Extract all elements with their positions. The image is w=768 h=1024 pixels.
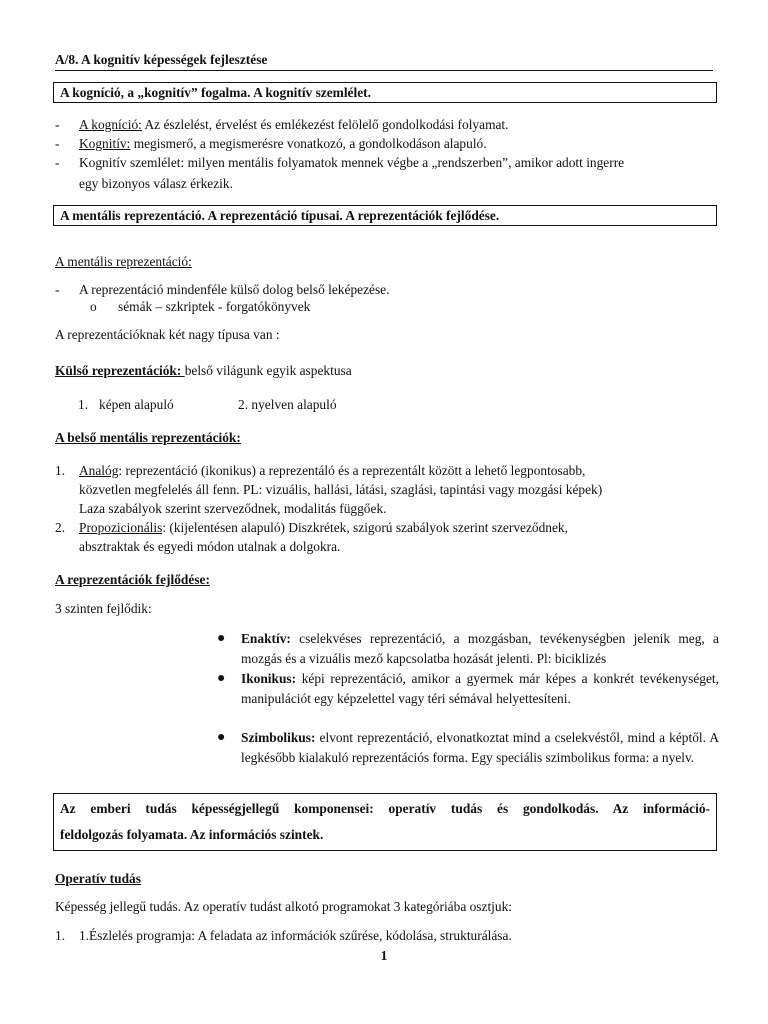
box-line: Az emberi tudás képességjellegű komponensei: operatív tudás és gondolkodás. Az információ-: [60, 801, 710, 816]
external-label: Külső reprezentációk:: [55, 363, 185, 378]
sub-list-marker: o: [90, 299, 97, 314]
list-item-text: közvetlen megfelelés áll fenn. PL: vizuális, hallási, látási, szaglási, tapintási vagy mozgási képek): [79, 482, 603, 497]
page-number: 1: [380, 948, 388, 963]
term-cognition: A kogníció:: [79, 117, 142, 132]
bullet-icon: ●: [217, 671, 226, 686]
term-cognitive: Kognitív:: [79, 136, 131, 151]
section-box-cognition: A kogníció, a „kognitív” fogalma. A kognitív szemlélet.: [53, 82, 717, 103]
types-intro: A reprezentációknak két nagy típusa van :: [55, 327, 280, 342]
bullet-icon: ●: [217, 730, 226, 745]
bullet-text: képi reprezentáció, amikor a gyermek már képes a konkrét tevékenységet, manipulációt egy képzelettel vagy téri sémával helyettesíteni.: [241, 671, 719, 706]
sub-list-text: sémák – szkriptek - forgatókönyvek: [118, 299, 311, 314]
term-enactive: Enaktív:: [241, 631, 291, 646]
operative-intro: Képesség jellegű tudás. Az operatív tudást alkotó programokat 3 kategóriába osztjuk:: [55, 899, 513, 914]
definition-text: megismerő, a megismerésre vonatkozó, a gondolkodáson alapuló.: [130, 136, 487, 151]
definition-text: Kognitív szemlélet: milyen mentális folyamatok mennek végbe a „rendszerben”, amikor adott ingerre: [79, 155, 625, 170]
box-line: feldolgozás folyamata. Az információs szintek.: [60, 827, 324, 842]
list-marker: -: [55, 282, 60, 297]
document-title: A/8. A kognitív képességek fejlesztése: [55, 50, 713, 71]
bullet-text: cselekvéses reprezentáció, a mozgásban, tevékenységben jelenik meg, a mozgás és a vizuális mező kapcsolatba hozását jelenti. Pl: biciklizés: [241, 631, 719, 666]
definition-text: Az észlelést, érvelést és emlékezést felölelő gondolkodási folyamat.: [141, 117, 509, 132]
term-symbolic: Szimbolikus:: [241, 730, 316, 745]
mental-representation-heading: A mentális reprezentáció:: [55, 254, 192, 269]
option-image-based: képen alapuló: [99, 397, 174, 412]
definition-text: egy bizonyos válasz érkezik.: [79, 176, 233, 191]
option-marker: 1.: [78, 397, 89, 412]
section-box-knowledge: [53, 793, 717, 851]
section-box-representation: A mentális reprezentáció. A reprezentáció típusai. A reprezentációk fejlődése.: [53, 205, 717, 226]
list-marker: 2.: [55, 520, 66, 535]
development-intro: 3 szinten fejlődik:: [55, 601, 152, 616]
list-marker: 1.: [55, 463, 66, 478]
external-representations: [55, 361, 715, 380]
bullet-icon: ●: [217, 631, 226, 646]
operative-knowledge-heading: Operatív tudás: [55, 871, 141, 886]
term-analog: Analóg: [79, 463, 119, 478]
list-marker: -: [55, 136, 60, 151]
list-item-text: : reprezentáció (ikonikus) a reprezentáló és a reprezentált között a lehető legpontosabb,: [118, 463, 586, 478]
list-item-text: Laza szabályok szerint szerveződnek, modalitás függőek.: [79, 501, 387, 516]
option-language-based: 2. nyelven alapuló: [238, 397, 337, 412]
list-item-text: : (kijelentésen alapuló) Diszkrétek, szigorú szabályok szerint szerveződnek,: [162, 520, 568, 535]
term-iconic: Ikonikus:: [241, 671, 297, 686]
list-marker: 1.: [55, 928, 66, 943]
list-marker: -: [55, 117, 60, 132]
external-text: belső világunk egyik aspektusa: [184, 363, 352, 378]
list-item-text: absztraktak és egyedi módon utalnak a dolgokra.: [79, 539, 341, 554]
list-item-text: 1.Észlelés programja: A feladata az információk szűrése, kódolása, strukturálása.: [79, 928, 512, 943]
bullet-text: elvont reprezentáció, elvonatkoztat mind a cselekvéstől, mind a képtől. A legkésőbb kialakuló reprezentációs forma. Egy speciális szimbolikus forma: a nyelv.: [241, 730, 719, 765]
internal-representations-heading: A belső mentális reprezentációk:: [55, 430, 241, 445]
term-propositional: Propozicionális: [79, 520, 163, 535]
list-item-text: A reprezentáció mindenféle külső dolog belső leképezése.: [79, 282, 390, 297]
list-marker: -: [55, 155, 60, 170]
development-heading: A reprezentációk fejlődése:: [55, 572, 210, 587]
